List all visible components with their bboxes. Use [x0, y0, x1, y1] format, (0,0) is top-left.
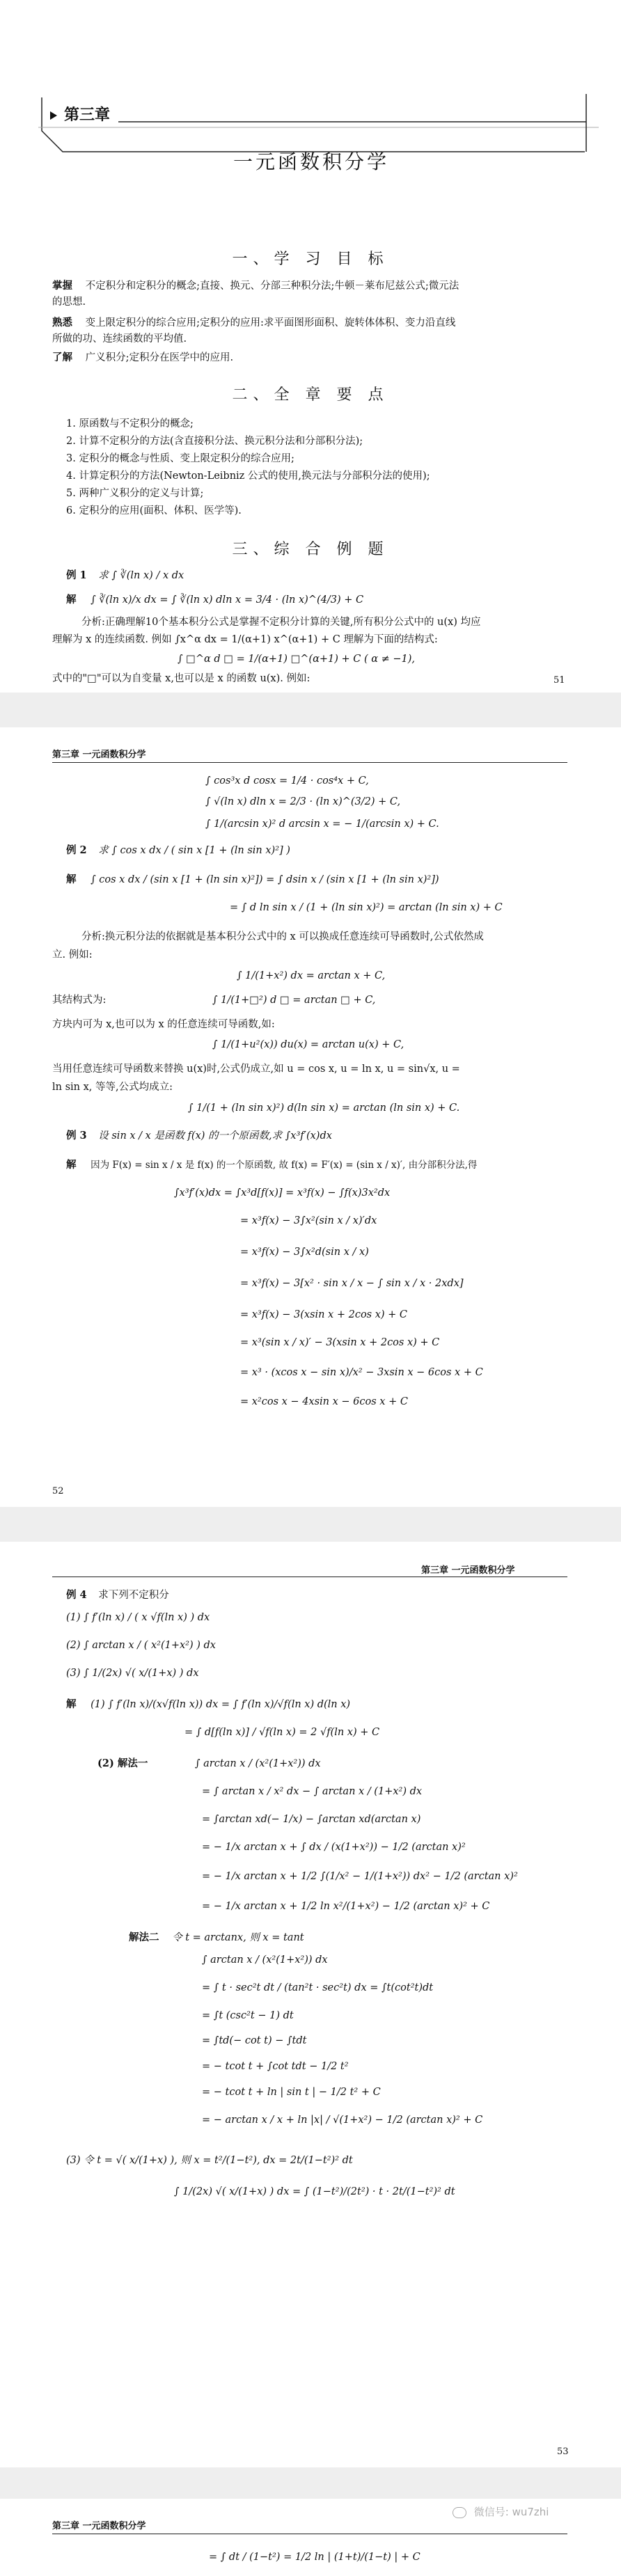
page-number: 52: [52, 1486, 64, 1496]
objective-term: 掌握: [52, 280, 72, 292]
running-head: 第三章 一元函数积分学: [52, 2521, 146, 2531]
exercise-item: (3) ∫ 1/(2x) √( x/(1+x) ) dx: [66, 1668, 199, 1679]
derivation-step: = x³(sin x / x)′ − 3(xsin x + 2cos x) + C: [240, 1337, 440, 1348]
objective-continuation: 所做的功、连续函数的平均值.: [52, 333, 187, 345]
objective-master: [52, 280, 459, 293]
page-53: [0, 1542, 621, 2467]
page-number: 53: [557, 2447, 569, 2457]
derivation-step: = − arctan x / x + ln |x| / √(1+x²) − 1/2 (arctan x)² + C: [202, 2115, 483, 2126]
example-label: 例 2: [66, 844, 87, 856]
key-point: 6. 定积分的应用(面积、体积、医学等).: [66, 505, 242, 516]
example-label: 例 4: [66, 1589, 87, 1601]
analysis-text: ln sin x, 等等,公式均成立:: [52, 1082, 173, 1093]
objective-text: 广义积分;定积分在医学中的应用.: [85, 352, 234, 363]
method-label: (2) 解法一: [97, 1757, 148, 1769]
derivation-step: = x³f(x) − 3∫x²d(sin x / x): [240, 1247, 369, 1258]
formula: ∫ √(ln x) dln x = 2/3 · (ln x)^(3/2) + C,: [205, 796, 401, 807]
method-substitution: 令 t = arctanx, 则 x = tant: [172, 1932, 304, 1943]
watermark: [453, 2506, 549, 2520]
key-point: 1. 原函数与不定积分的概念;: [66, 418, 194, 429]
solution-formula: ∫ ∛(ln x)/x dx = ∫ ∛(ln x) dln x = 3/4 · (ln x)^(4/3) + C: [91, 594, 364, 606]
method-2: [129, 1931, 304, 1945]
section-heading-key-points: 二、全 章 要 点: [232, 386, 389, 404]
substitution-intro: (3) 令 t = √( x/(1+x) ), 则 x = t²/(1−t²), dx = 2t/(1−t²)² dt: [66, 2155, 353, 2166]
exercise-item: (1) ∫ f′(ln x) / ( x √f(ln x) ) dx: [66, 1612, 210, 1623]
derivation-step: = − 1/x arctan x + 1/2 ∫(1/x² − 1/(1+x²)) dx² − 1/2 (arctan x)²: [202, 1871, 518, 1882]
section-heading-objectives: 一、学 习 目 标: [232, 251, 389, 268]
derivation-step: = ∫ t · sec²t dt / (tan²t · sec²t) dx = ∫t(cot²t)dt: [202, 1982, 434, 1993]
example-3: [66, 1130, 332, 1143]
page-number: 51: [553, 675, 565, 686]
solution-label: 解: [66, 874, 77, 885]
running-head: 第三章 一元函数积分学: [52, 750, 146, 760]
objective-term: 熟悉: [52, 317, 72, 329]
objective-text: 不定积分和定积分的概念;直接、换元、分部三种积分法;牛顿－莱布尼兹公式;微元法: [85, 280, 459, 292]
analysis-text: 式中的"□"可以为自变量 x,也可以是 x 的函数 u(x). 例如:: [52, 673, 310, 684]
chapter-label: 第三章: [64, 106, 111, 124]
example-prompt: 求 ∫ ∛(ln x) / x dx: [98, 570, 184, 581]
formula: ∫ 1/(1+x²) dx = arctan x + C,: [237, 970, 386, 981]
exercise-item: (2) ∫ arctan x / ( x²(1+x²) ) dx: [66, 1640, 216, 1651]
running-head: 第三章 一元函数积分学: [421, 1565, 515, 1576]
analysis-text: 分析:正确理解10个基本积分公式是掌握不定积分计算的关键,所有积分公式中的 u(x) 均应: [81, 617, 481, 628]
derivation-step: = x³f(x) − 3∫x²(sin x / x)′dx: [240, 1215, 377, 1226]
solution-label: 解: [66, 1698, 77, 1710]
derivation-step: = ∫td(− cot t) − ∫tdt: [202, 2035, 307, 2046]
key-point: 5. 两种广义积分的定义与计算;: [66, 488, 204, 499]
derivation-step: = ∫t (csc²t − 1) dt: [202, 2010, 294, 2021]
objective-familiar: [52, 317, 455, 330]
example-1-solution: [66, 594, 363, 607]
solution-intro: 因为 F(x) = sin x / x 是 f(x) 的一个原函数, 故 f(x) = F′(x) = (sin x / x)′, 由分部积分法,得: [91, 1160, 478, 1171]
formula: ∫ 1/(1+u²(x)) du(x) = arctan u(x) + C,: [212, 1039, 404, 1050]
objective-continuation: 的思想.: [52, 297, 86, 308]
solution-label: 解: [66, 1159, 77, 1171]
derivation-step: = x³f(x) − 3(xsin x + 2cos x) + C: [240, 1309, 408, 1320]
page-52: [0, 727, 621, 1507]
example-prompt: 求下列不定积分: [98, 1590, 169, 1601]
structure-formula: ∫ □^α d □ = 1/(α+1) □^(α+1) + C ( α ≠ −1),: [178, 654, 416, 665]
example-4-solution: [66, 1698, 350, 1712]
derivation-step: ∫x³f′(x)dx = ∫x³d[f(x)] = x³f(x) − ∫f(x)3x²dx: [174, 1187, 391, 1199]
formula: ∫ cos³x d cosx = 1/4 · cos⁴x + C,: [205, 775, 369, 787]
formula: ∫ 1/(arcsin x)² d arcsin x = − 1/(arcsin x) + C.: [205, 819, 439, 830]
page-51: [0, 0, 621, 693]
derivation-step: ∫ 1/(2x) √( x/(1+x) ) dx = ∫ (1−t²)/(2t²) · t · 2t/(1−t²)² dt: [174, 2186, 455, 2197]
derivation-step: = ∫ d[f(ln x)] / √f(ln x) = 2 √f(ln x) + C: [184, 1727, 380, 1738]
derivation-step: = − 1/x arctan x + ∫ dx / (x(1+x²)) − 1/2 (arctan x)²: [202, 1842, 466, 1853]
derivation-step: = ∫ arctan x / x² dx − ∫ arctan x / (1+x²) dx: [202, 1786, 423, 1797]
objective-understand: [52, 351, 233, 365]
section-heading-examples: 三、综 合 例 题: [232, 541, 389, 558]
example-3-solution: [66, 1159, 477, 1172]
example-prompt: 求 ∫ cos x dx / ( sin x [1 + (ln sin x)²] ): [98, 845, 290, 856]
derivation-step: = x²cos x − 4xsin x − 6cos x + C: [240, 1396, 408, 1407]
key-point: 3. 定积分的概念与性质、变上限定积分的综合应用;: [66, 453, 294, 464]
example-4: [66, 1589, 169, 1602]
structure-label: 其结构式为:: [52, 995, 107, 1006]
example-label: 例 3: [66, 1130, 87, 1141]
formula: ∫ 1/(1 + (ln sin x)²) d(ln sin x) = arctan (ln sin x) + C.: [188, 1103, 460, 1114]
example-1: [66, 569, 184, 583]
derivation-step: = − 1/x arctan x + 1/2 ln x²/(1+x²) − 1/2 (arctan x)² + C: [202, 1901, 490, 1912]
header-rule: [52, 762, 567, 763]
solution-formula: (1) ∫ f′(ln x)/(x√f(ln x)) dx = ∫ f′(ln x)/√f(ln x) d(ln x): [91, 1699, 351, 1710]
solution-label: 解: [66, 594, 77, 606]
analysis-text: 方块内可为 x,也可以为 x 的任意连续可导函数,如:: [52, 1019, 275, 1030]
analysis-text: 当用任意连续可导函数来替换 u(x)时,公式仍成立,如 u = cos x, u = ln x, u = sin√x, u =: [52, 1064, 460, 1075]
objective-term: 了解: [52, 351, 72, 363]
derivation-step: ∫ arctan x / (x²(1+x²)) dx: [202, 1954, 328, 1966]
derivation-step: = − tcot t + ∫cot tdt − 1/2 t²: [202, 2061, 349, 2072]
method-label: 解法二: [129, 1931, 159, 1943]
example-label: 例 1: [66, 569, 87, 581]
objective-text: 变上限定积分的综合应用;定积分的应用:求平面图形面积、旋转体体积、变力沿直线: [85, 317, 456, 329]
formula: = ∫ d ln sin x / (1 + (ln sin x)²) = arctan (ln sin x) + C: [230, 902, 503, 913]
derivation-step: = ∫ dt / (1−t²) = 1/2 ln | (1+t)/(1−t) | + C: [209, 2552, 420, 2563]
derivation-step: = − tcot t + ln | sin t | − 1/2 t² + C: [202, 2087, 381, 2098]
analysis-text: 分析:换元积分法的依据就是基本积分公式中的 x 可以换成任意连续可导函数时,公式依然成: [81, 931, 484, 942]
analysis-text: 理解为 x 的连续函数. 例如 ∫x^α dx = 1/(α+1) x^(α+1) + C 理解为下面的结构式:: [52, 634, 438, 645]
chapter-title: 一元函数积分学: [233, 150, 390, 173]
example-2: [66, 844, 290, 858]
solution-formula: ∫ cos x dx / (sin x [1 + (ln sin x)²]) = ∫ dsin x / (sin x [1 + (ln sin x)²]): [91, 874, 439, 885]
watermark-text: 微信号: wu7zhi: [473, 2506, 549, 2518]
example-2-solution: [66, 874, 439, 887]
formula: ∫ 1/(1+□²) d □ = arctan □ + C,: [212, 995, 376, 1006]
key-point: 4. 计算定积分的方法(Newton-Leibniz 公式的使用,换元法与分部积分法的使用);: [66, 471, 430, 482]
derivation-step: = x³ · (xcos x − sin x)/x² − 3xsin x − 6cos x + C: [240, 1367, 483, 1378]
derivation-step: = ∫arctan xd(− 1/x) − ∫arctan xd(arctan x): [202, 1814, 421, 1825]
derivation-step: = x³f(x) − 3[x² · sin x / x − ∫ sin x / x · 2xdx]: [240, 1278, 464, 1289]
wechat-icon: [453, 2507, 466, 2518]
analysis-text: 立. 例如:: [52, 949, 93, 961]
page-54: [0, 2499, 621, 2576]
example-prompt: 设 sin x / x 是函数 f(x) 的一个原函数,求 ∫x³f′(x)dx: [98, 1130, 332, 1141]
derivation-step: ∫ arctan x / (x²(1+x²)) dx: [195, 1758, 321, 1769]
key-point: 2. 计算不定积分的方法(含直接积分法、换元积分法和分部积分法);: [66, 436, 363, 447]
